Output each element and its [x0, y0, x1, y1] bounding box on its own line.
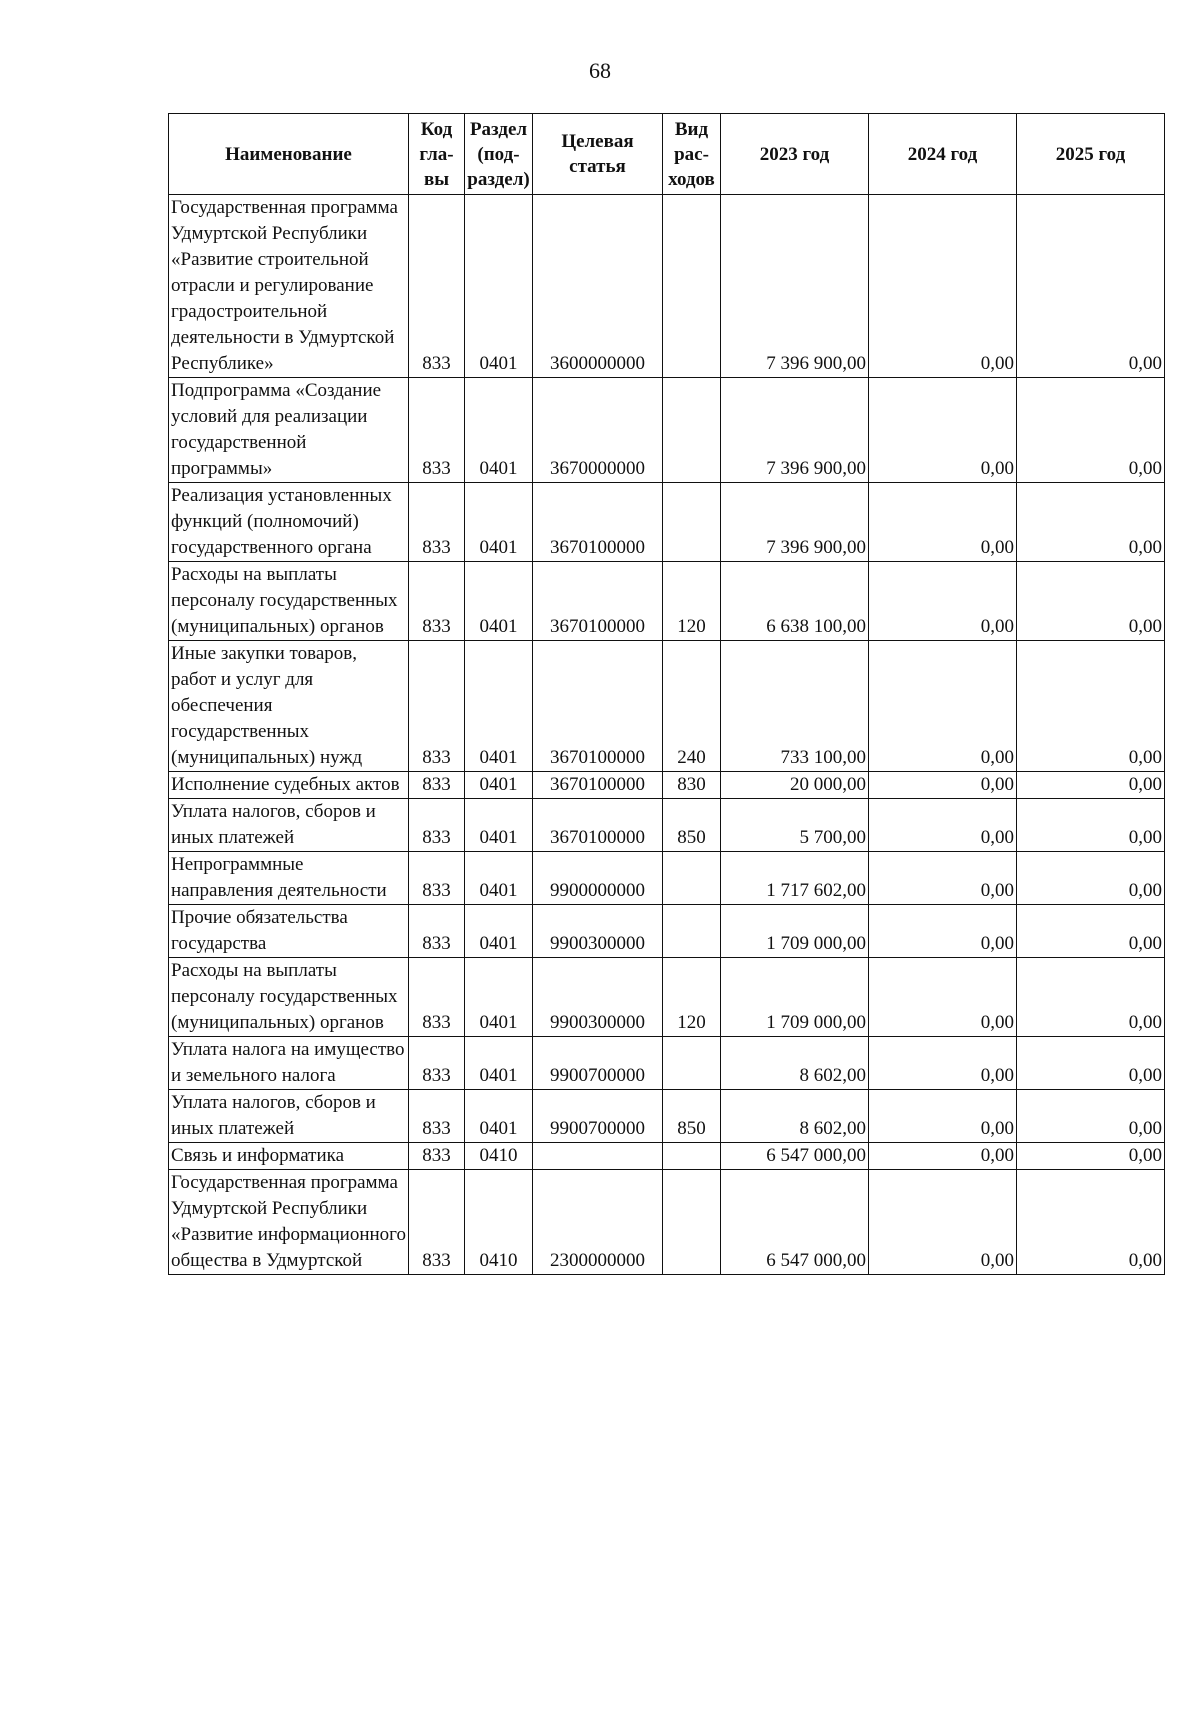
row-target: 3670100000 [533, 562, 663, 641]
row-2024: 0,00 [869, 1143, 1017, 1170]
row-target: 9900700000 [533, 1037, 663, 1090]
row-name: Связь и информатика [169, 1143, 409, 1170]
row-chapter: 833 [409, 799, 465, 852]
row-expense-type: 850 [663, 799, 721, 852]
row-name: Уплата налогов, сборов и иных платежей [169, 799, 409, 852]
row-expense-type [663, 905, 721, 958]
row-section: 0410 [465, 1143, 533, 1170]
table-row [169, 1037, 1165, 1090]
row-2025: 0,00 [1017, 799, 1165, 852]
row-2023: 6 547 000,00 [721, 1170, 869, 1275]
row-chapter: 833 [409, 378, 465, 483]
row-name: Исполнение судебных актов [169, 772, 409, 799]
row-2025: 0,00 [1017, 483, 1165, 562]
table-row [169, 799, 1165, 852]
row-expense-type: 120 [663, 958, 721, 1037]
row-name: Уплата налога на имущество и земельного налога [169, 1037, 409, 1090]
row-2024: 0,00 [869, 641, 1017, 772]
row-chapter: 833 [409, 641, 465, 772]
table-row [169, 958, 1165, 1037]
row-name: Уплата налогов, сборов и иных платежей [169, 1090, 409, 1143]
row-target: 9900300000 [533, 905, 663, 958]
row-section: 0401 [465, 378, 533, 483]
row-2024: 0,00 [869, 852, 1017, 905]
row-2024: 0,00 [869, 772, 1017, 799]
row-expense-type [663, 1143, 721, 1170]
row-name: Реализация установленных функций (полномочий) государственного органа [169, 483, 409, 562]
row-2023: 5 700,00 [721, 799, 869, 852]
row-chapter: 833 [409, 905, 465, 958]
row-2023: 7 396 900,00 [721, 195, 869, 378]
header-2025: 2025 год [1017, 114, 1165, 195]
row-target: 2300000000 [533, 1170, 663, 1275]
row-section: 0401 [465, 641, 533, 772]
header-section: Раздел (под-раздел) [465, 114, 533, 195]
row-2025: 0,00 [1017, 195, 1165, 378]
row-2025: 0,00 [1017, 1037, 1165, 1090]
page-number: 68 [589, 58, 611, 83]
row-2025: 0,00 [1017, 905, 1165, 958]
header-name: Наименование [169, 114, 409, 195]
row-chapter: 833 [409, 958, 465, 1037]
row-2024: 0,00 [869, 378, 1017, 483]
row-chapter: 833 [409, 1143, 465, 1170]
row-2023: 733 100,00 [721, 641, 869, 772]
row-section: 0401 [465, 1090, 533, 1143]
row-2024: 0,00 [869, 483, 1017, 562]
row-target: 3670000000 [533, 378, 663, 483]
header-target: Целевая статья [533, 114, 663, 195]
row-2023: 7 396 900,00 [721, 483, 869, 562]
row-chapter: 833 [409, 483, 465, 562]
table-row [169, 641, 1165, 772]
table-row [169, 562, 1165, 641]
row-2025: 0,00 [1017, 1090, 1165, 1143]
table-row [169, 1143, 1165, 1170]
table-row [169, 772, 1165, 799]
header-chapter: Код гла-вы [409, 114, 465, 195]
row-target: 3670100000 [533, 799, 663, 852]
row-expense-type [663, 852, 721, 905]
row-2025: 0,00 [1017, 641, 1165, 772]
row-expense-type [663, 1170, 721, 1275]
row-chapter: 833 [409, 195, 465, 378]
table-row [169, 905, 1165, 958]
row-2024: 0,00 [869, 562, 1017, 641]
row-expense-type [663, 1037, 721, 1090]
row-target: 9900000000 [533, 852, 663, 905]
row-2023: 7 396 900,00 [721, 378, 869, 483]
row-2023: 1 709 000,00 [721, 905, 869, 958]
row-2023: 20 000,00 [721, 772, 869, 799]
row-2023: 8 602,00 [721, 1037, 869, 1090]
row-expense-type: 850 [663, 1090, 721, 1143]
table-header-row [169, 114, 1165, 195]
row-section: 0401 [465, 483, 533, 562]
row-section: 0401 [465, 772, 533, 799]
row-2024: 0,00 [869, 195, 1017, 378]
row-2025: 0,00 [1017, 562, 1165, 641]
table-row [169, 1090, 1165, 1143]
row-2025: 0,00 [1017, 378, 1165, 483]
row-target: 3670100000 [533, 483, 663, 562]
header-2024: 2024 год [869, 114, 1017, 195]
row-name: Расходы на выплаты персоналу государственных (муниципальных) органов [169, 562, 409, 641]
row-2024: 0,00 [869, 958, 1017, 1037]
row-section: 0401 [465, 562, 533, 641]
table-row [169, 378, 1165, 483]
row-expense-type [663, 195, 721, 378]
row-2024: 0,00 [869, 905, 1017, 958]
row-2023: 8 602,00 [721, 1090, 869, 1143]
budget-table [168, 113, 1165, 1275]
row-target: 3600000000 [533, 195, 663, 378]
row-chapter: 833 [409, 852, 465, 905]
table-row [169, 483, 1165, 562]
row-section: 0401 [465, 799, 533, 852]
row-chapter: 833 [409, 1037, 465, 1090]
row-2025: 0,00 [1017, 958, 1165, 1037]
row-name: Подпрограмма «Создание условий для реализации государственной программы» [169, 378, 409, 483]
row-chapter: 833 [409, 562, 465, 641]
row-target [533, 1143, 663, 1170]
row-2023: 1 717 602,00 [721, 852, 869, 905]
row-expense-type: 830 [663, 772, 721, 799]
row-2024: 0,00 [869, 799, 1017, 852]
row-2025: 0,00 [1017, 772, 1165, 799]
row-section: 0401 [465, 958, 533, 1037]
row-target: 9900700000 [533, 1090, 663, 1143]
row-expense-type: 240 [663, 641, 721, 772]
row-2023: 6 547 000,00 [721, 1143, 869, 1170]
row-2023: 6 638 100,00 [721, 562, 869, 641]
row-section: 0401 [465, 195, 533, 378]
row-expense-type [663, 378, 721, 483]
row-name: Расходы на выплаты персоналу государственных (муниципальных) органов [169, 958, 409, 1037]
row-chapter: 833 [409, 1170, 465, 1275]
row-2024: 0,00 [869, 1090, 1017, 1143]
row-name: Государственная программа Удмуртской Республики «Развитие строительной отрасли и регулирование градостроительной деятельности в Удмуртской Республике» [169, 195, 409, 378]
row-name: Прочие обязательства государства [169, 905, 409, 958]
table-row [169, 852, 1165, 905]
row-section: 0401 [465, 852, 533, 905]
row-section: 0401 [465, 1037, 533, 1090]
row-2025: 0,00 [1017, 852, 1165, 905]
row-target: 9900300000 [533, 958, 663, 1037]
row-2025: 0,00 [1017, 1143, 1165, 1170]
row-name: Государственная программа Удмуртской Республики «Развитие информационного общества в Удмуртской [169, 1170, 409, 1275]
row-name: Иные закупки товаров, работ и услуг для обеспечения государственных (муниципальных) нужд [169, 641, 409, 772]
row-section: 0410 [465, 1170, 533, 1275]
row-target: 3670100000 [533, 641, 663, 772]
row-expense-type [663, 483, 721, 562]
header-expense-type: Вид рас-ходов [663, 114, 721, 195]
row-section: 0401 [465, 905, 533, 958]
header-2023: 2023 год [721, 114, 869, 195]
row-2023: 1 709 000,00 [721, 958, 869, 1037]
row-2024: 0,00 [869, 1037, 1017, 1090]
row-2025: 0,00 [1017, 1170, 1165, 1275]
row-chapter: 833 [409, 1090, 465, 1143]
row-2024: 0,00 [869, 1170, 1017, 1275]
table-row [169, 195, 1165, 378]
row-name: Непрограммные направления деятельности [169, 852, 409, 905]
row-target: 3670100000 [533, 772, 663, 799]
row-expense-type: 120 [663, 562, 721, 641]
table-row [169, 1170, 1165, 1275]
row-chapter: 833 [409, 772, 465, 799]
